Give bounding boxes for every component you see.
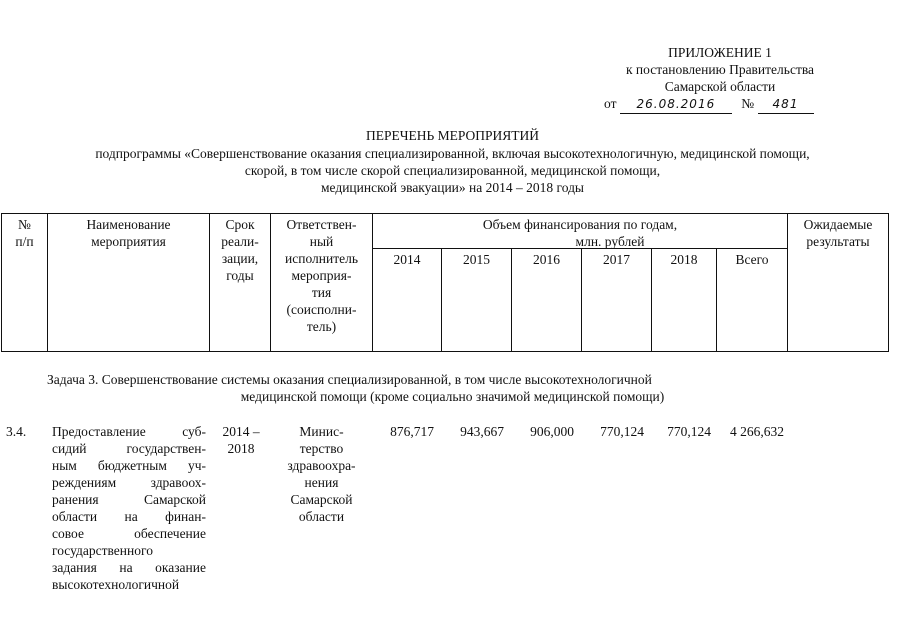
row-name-line: сидий государствен-	[52, 441, 206, 456]
subtitle-line-2: скорой, в том числе скорой специализированной, медицинской помощи,	[244, 163, 661, 178]
row-name-line: государственного	[52, 543, 153, 558]
header-total: Всего	[735, 252, 769, 267]
row-value-2015: 943,667	[460, 424, 504, 439]
subtitle-line-1: подпрограммы «Совершенствование оказания специализированной, включая высокотехнологичную, медицинской помощи,	[95, 146, 810, 161]
row-name-line: задания на оказание	[52, 560, 206, 575]
header-name	[48, 216, 209, 250]
header-resp-line: (соисполни-	[286, 302, 357, 317]
grid-v	[888, 213, 889, 352]
header-resp-line: мероприя-	[291, 268, 352, 283]
row-term-line: 2014 –	[222, 424, 260, 439]
annex-from-label: от	[604, 96, 617, 111]
page-title: ПЕРЕЧЕНЬ МЕРОПРИЯТИЙ	[365, 128, 540, 143]
header-results-line: Ожидаемые	[803, 217, 873, 232]
row-value-2016: 906,000	[530, 424, 574, 439]
header-resp-line: тия	[311, 285, 332, 300]
header-term-line: годы	[226, 268, 254, 283]
annex-number: 481	[758, 96, 814, 114]
header-name-line: мероприятия	[91, 234, 166, 249]
row-name	[52, 423, 206, 593]
row-name-line: реждениям здравоох-	[52, 475, 206, 490]
header-finance	[373, 216, 787, 250]
row-responsible	[271, 423, 372, 525]
header-num	[2, 216, 47, 250]
row-name-line: высокотехнологичной	[52, 577, 180, 592]
header-term	[210, 216, 270, 284]
row-name-line: ным бюджетным уч-	[52, 458, 206, 473]
annex-title: ПРИЛОЖЕНИЕ 1	[668, 45, 772, 60]
header-resp-line: Ответствен-	[286, 217, 357, 232]
row-value-2018: 770,124	[667, 424, 711, 439]
grid-top	[1, 213, 889, 214]
header-year-2014: 2014	[393, 252, 421, 267]
header-resp-line: тель)	[306, 319, 337, 334]
header-year-2015: 2015	[463, 252, 490, 267]
header-year-2017: 2017	[603, 252, 630, 267]
row-num: 3.4.	[6, 424, 27, 439]
header-finance-line: Объем финансирования по годам,	[482, 217, 678, 232]
row-resp-line: терство	[299, 441, 344, 456]
header-year-2016: 2016	[533, 252, 560, 267]
header-name-line: Наименование	[86, 217, 171, 232]
annex-date-line	[604, 95, 814, 114]
header-results	[788, 216, 888, 250]
annex-line-2: Самарской области	[664, 79, 776, 94]
row-resp-line: нения	[304, 475, 339, 490]
annex-line-1: к постановлению Правительства	[625, 62, 815, 77]
header-finance-line: млн. рублей	[575, 234, 645, 249]
annex-date: 26.08.2016	[620, 96, 732, 114]
header-term-line: зации,	[221, 251, 259, 266]
row-resp-line: здравоохра-	[287, 458, 356, 473]
annex-number-label: №	[741, 96, 755, 111]
subtitle-line-3: медицинской эвакуации» на 2014 – 2018 годы	[320, 180, 585, 195]
row-value-2017: 770,124	[600, 424, 644, 439]
row-resp-line: области	[298, 509, 345, 524]
row-value-total: 4 266,632	[730, 424, 784, 439]
grid-bottom	[1, 351, 889, 352]
header-results-line: результаты	[806, 234, 870, 249]
header-num-line: №	[18, 217, 31, 232]
task-line-1: Задача 3. Совершенствование системы оказания специализированной, в том числе высокотехнологичной	[47, 372, 652, 387]
row-term	[212, 423, 270, 457]
header-resp-line: исполнитель	[285, 251, 358, 266]
header-num-line: п/п	[15, 234, 34, 249]
row-term-line: 2018	[227, 441, 255, 456]
row-resp-line: Минис-	[299, 424, 344, 439]
header-term-line: Срок	[225, 217, 255, 232]
row-resp-line: Самарской	[290, 492, 353, 507]
header-year-2018: 2018	[670, 252, 698, 267]
header-resp-line: ный	[309, 234, 334, 249]
row-name-line: ранения Самарской	[52, 492, 206, 507]
task-line-2: медицинской помощи (кроме социально значимой медицинской помощи)	[240, 389, 665, 404]
row-name-line: Предоставление суб-	[52, 424, 206, 439]
row-value-2014: 876,717	[390, 424, 434, 439]
row-name-line: области на финан-	[52, 509, 206, 524]
header-term-line: реали-	[221, 234, 259, 249]
header-responsible	[271, 216, 372, 335]
row-name-line: совое обеспечение	[52, 526, 206, 541]
